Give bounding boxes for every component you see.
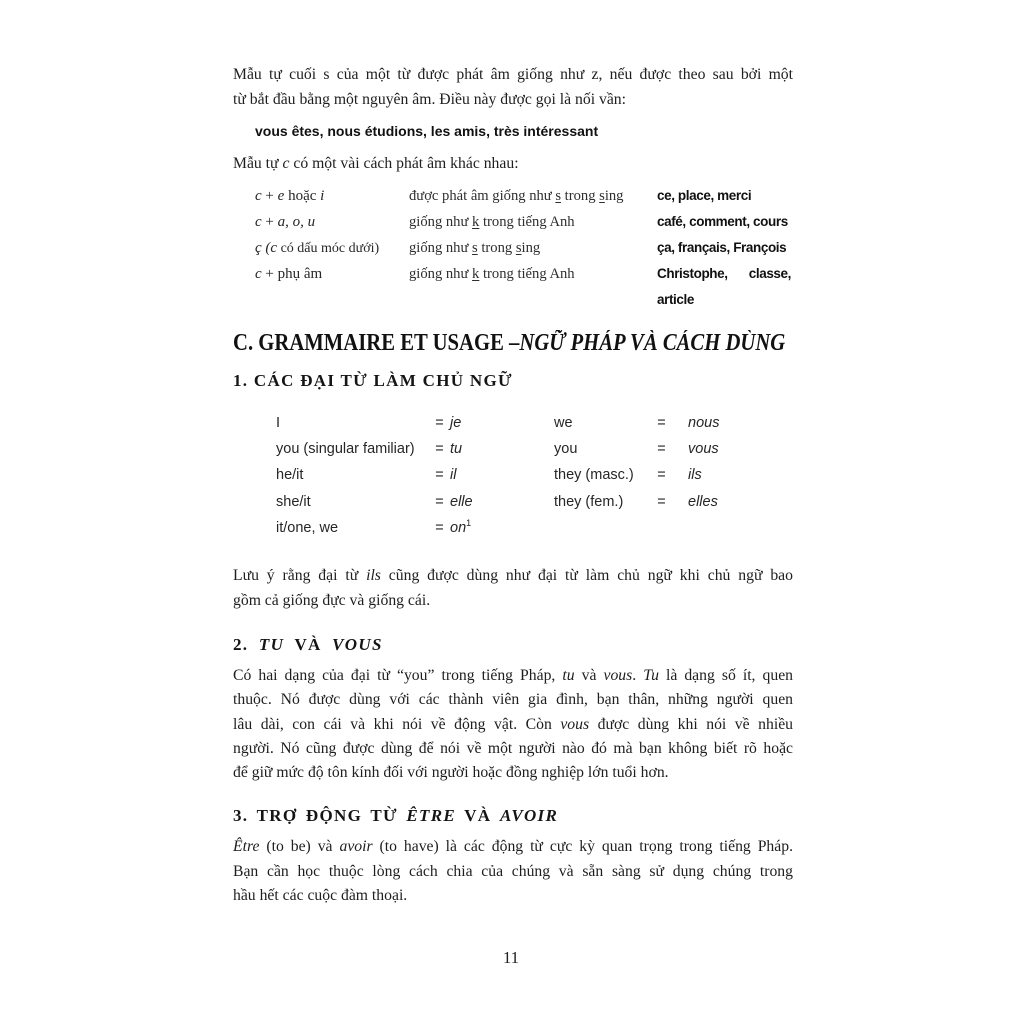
sound-text: được phát âm giống như	[409, 188, 556, 204]
line-text: .	[632, 667, 644, 684]
rule-term: c	[255, 266, 262, 282]
tu-vous-line-2: thuộc. Nó được dùng với các thành viên gia đình, bạn thân, những người quen	[233, 691, 793, 709]
pronoun-english-plural: you	[554, 441, 578, 457]
letter-c-examples-1: ce, place, merci	[657, 188, 752, 203]
pronoun-english: she/it	[276, 494, 311, 510]
rule-term: c	[255, 214, 262, 230]
equals-sign: =	[657, 467, 666, 483]
rule-term: ç	[255, 240, 262, 256]
italic-term-avoir: avoir	[339, 838, 373, 855]
line-text: và	[574, 667, 604, 684]
subsection-title: TRỢ ĐỘNG TỪ	[256, 806, 398, 825]
pronoun-french: on	[450, 520, 467, 536]
etre-avoir-line-1	[233, 835, 793, 860]
italic-term-etre: Être	[233, 838, 260, 855]
letter-c-intro	[233, 152, 793, 176]
letter-c-examples-4: Christophe, classe, article	[657, 266, 791, 307]
line-text: cũng được dùng như đại từ làm chủ ngữ khi chủ ngữ bao	[380, 567, 793, 584]
italic-term-vous: vous	[603, 667, 633, 684]
etre-avoir-line-3: hầu hết các cuộc đàm thoại.	[233, 887, 408, 904]
letter-c-sound-4	[409, 261, 575, 287]
subsection-conjunction: VÀ	[294, 635, 322, 654]
pronoun-english-plural: they (masc.)	[554, 467, 634, 483]
liaison-line-1: Mẫu tự cuối s của một từ được phát âm giống như z, nếu được theo sau bởi một	[233, 66, 793, 83]
equals-sign: =	[435, 415, 444, 431]
section-heading-vietnamese: NGỮ PHÁP VÀ CÁCH DÙNG	[519, 330, 786, 356]
page-number: 11	[502, 948, 520, 967]
italic-term-vous: vous	[560, 715, 590, 733]
sound-text: ing	[604, 188, 624, 204]
rule-term: e	[277, 188, 285, 204]
subsection-number: 1.	[233, 371, 249, 390]
sound-text: trong tiếng Anh	[479, 214, 575, 230]
rule-text: +	[261, 188, 278, 204]
equals-sign: =	[435, 441, 444, 457]
pronoun-french-plural: vous	[688, 441, 719, 457]
sound-underlined-letter: k	[472, 266, 480, 282]
pronoun-row-5	[0, 515, 1024, 541]
letter-c-rule-1	[255, 183, 324, 209]
equals-sign: =	[657, 441, 666, 457]
ils-note-line-2: gồm cả giống đực và giống cái.	[233, 592, 431, 609]
letter-c-row-1	[0, 183, 1024, 209]
tu-vous-line-4: người. Nó cũng được dùng để nói về một người nào đó mà bạn không biết rõ hoặc	[233, 739, 793, 757]
subsection-term-avoir: AVOIR	[499, 806, 559, 825]
equals-sign: =	[435, 467, 444, 483]
pronoun-row-3	[0, 462, 1024, 488]
subsection-number: 2.	[233, 635, 249, 654]
pronoun-row-1	[0, 410, 1024, 436]
equals-sign: =	[435, 494, 444, 510]
sound-text: giống như	[409, 266, 473, 282]
letter-c-row-2	[0, 209, 1024, 235]
sound-underlined-letter: s	[472, 240, 478, 256]
liaison-line-2: từ bắt đầu bằng một nguyên âm. Điều này được gọi là nối vần:	[233, 91, 626, 108]
letter-c-examples-2: café, comment, cours	[657, 214, 788, 229]
pronoun-french-with-footnote	[450, 515, 471, 541]
etre-avoir-paragraph	[233, 835, 793, 909]
letter-c-rule-3	[255, 235, 379, 262]
etre-avoir-line-2: Bạn cần học thuộc lòng cách chia của chúng và sẵn sàng sử dụng chúng trong	[233, 862, 793, 880]
pronoun-english-plural: we	[554, 415, 573, 431]
pronoun-french: je	[450, 415, 462, 431]
liaison-paragraph	[233, 62, 793, 112]
footnote-marker: 1	[466, 518, 472, 528]
pronoun-table	[0, 410, 1024, 542]
letter-c-table	[0, 183, 1024, 315]
sound-underlined-letter: s	[599, 188, 605, 204]
letter-c-rule-4	[255, 261, 322, 287]
line-text: được dùng khi nói về nhiều	[589, 715, 793, 733]
line-text: Lưu ý rằng đại từ	[233, 567, 367, 584]
line-text: Có hai dạng của đại từ “you” trong tiếng Pháp,	[233, 667, 563, 684]
sound-text: giống như	[409, 240, 473, 256]
rule-term: c	[255, 188, 262, 204]
rule-text: (	[261, 240, 271, 256]
pronoun-english: you (singular familiar)	[276, 441, 415, 457]
sound-text: trong tiếng Anh	[479, 266, 575, 282]
equals-sign: =	[657, 415, 666, 431]
line-text: là dạng số ít, quen	[658, 667, 794, 684]
italic-term-tu: Tu	[643, 667, 659, 684]
tu-vous-line-5: để giữ mức độ tôn kính đối với người hoặc đồng nghiệp lớn tuổi hơn.	[233, 764, 669, 781]
tu-vous-line-1	[233, 664, 793, 688]
subsection-1-heading	[233, 370, 513, 392]
letter-c-sound-2	[409, 209, 575, 235]
letter-c-intro-text-2: có một vài cách phát âm khác nhau:	[289, 155, 519, 172]
sound-underlined-letter: s	[515, 240, 522, 256]
pronoun-english: he/it	[276, 467, 304, 483]
subsection-3-heading	[233, 805, 558, 827]
equals-sign: =	[657, 494, 666, 510]
pronoun-french: il	[450, 467, 457, 483]
italic-term-tu: tu	[562, 667, 575, 684]
rule-text: + phụ âm	[261, 266, 323, 282]
subsection-conjunction: VÀ	[464, 806, 492, 825]
letter-c-sound-1	[409, 183, 623, 209]
line-text: (to be) và	[259, 838, 340, 855]
letter-c-sound-3	[409, 235, 540, 261]
italic-term-ils: ils	[366, 567, 381, 584]
letter-c-rule-2	[255, 209, 315, 235]
subsection-title: CÁC ĐẠI TỪ LÀM CHỦ NGỮ	[253, 371, 513, 390]
letter-c-examples-3: ça, français, François	[657, 240, 787, 255]
pronoun-row-4	[0, 489, 1024, 515]
sound-text: trong	[561, 188, 600, 204]
rule-term: c	[270, 240, 278, 256]
liaison-example: vous êtes, nous étudions, les amis, très intéressant	[255, 123, 599, 139]
subsection-term-tu: TU	[258, 635, 285, 654]
equals-sign: =	[435, 520, 444, 536]
pronoun-english-plural: they (fem.)	[554, 494, 624, 510]
ils-note-line-1	[233, 563, 793, 588]
rule-term: a, o, u	[277, 214, 316, 230]
subsection-term-vous: VOUS	[332, 635, 383, 654]
sound-text: trong	[477, 240, 516, 256]
subsection-number: 3.	[233, 806, 249, 825]
line-text: lâu dài, con cái và khi nói về động vật. Còn	[233, 715, 561, 733]
line-text: (to have) là các động từ cực kỳ quan trọng trong tiếng Pháp.	[372, 838, 794, 855]
letter-c-row-3	[0, 235, 1024, 261]
letter-c-intro-letter: c	[282, 155, 290, 172]
letter-c-row-4	[0, 261, 1024, 307]
pronoun-english: it/one, we	[276, 520, 339, 536]
section-heading-french: C. GRAMMAIRE ET USAGE –	[233, 330, 520, 356]
subsection-2-heading	[233, 634, 383, 656]
pronoun-english: I	[276, 415, 281, 431]
tu-vous-paragraph	[233, 664, 793, 785]
pronoun-french: tu	[450, 441, 463, 457]
pronoun-french: elle	[450, 494, 473, 510]
pronoun-row-2	[0, 436, 1024, 462]
sound-underlined-letter: k	[472, 214, 480, 230]
sound-text: ing	[521, 240, 541, 256]
pronoun-french-plural: ils	[688, 467, 702, 483]
sound-underlined-letter: s	[555, 188, 562, 204]
tu-vous-line-3	[233, 713, 793, 737]
pronoun-french-plural: nous	[688, 415, 720, 431]
section-heading	[233, 329, 802, 357]
rule-text: hoặc	[284, 188, 321, 204]
subsection-term-etre: ÊTRE	[406, 806, 456, 825]
sound-text: giống như	[409, 214, 473, 230]
rule-term: i	[320, 188, 325, 204]
rule-text: +	[261, 214, 278, 230]
rule-text: có dấu móc dưới)	[277, 241, 380, 256]
pronoun-french-plural: elles	[688, 494, 718, 510]
letter-c-intro-text-1: Mẫu tự	[233, 155, 283, 172]
ils-note-paragraph	[233, 563, 793, 613]
